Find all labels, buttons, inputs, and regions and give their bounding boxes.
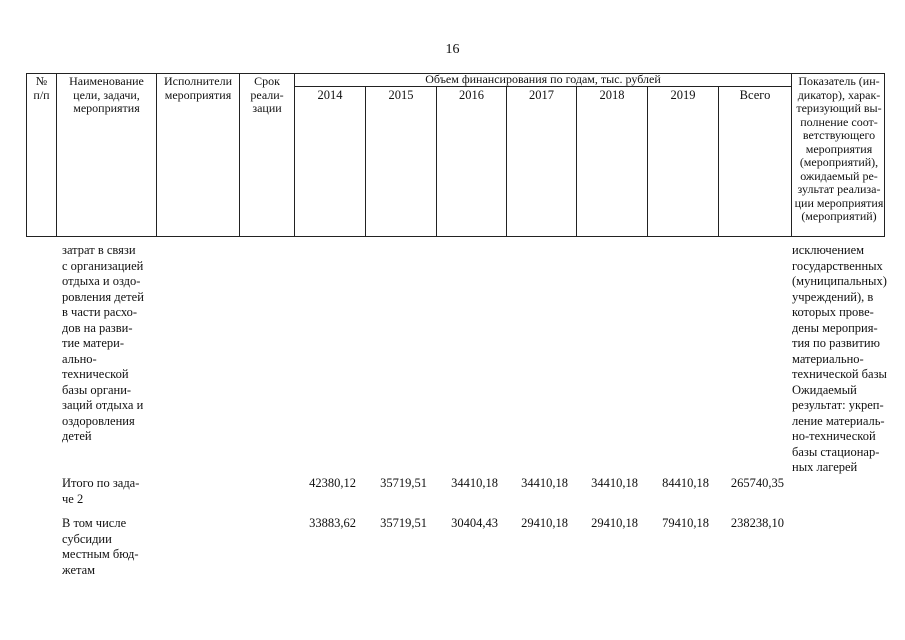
- column-divider: [647, 86, 648, 236]
- header-indicator-column: Показатель (ин- дикатор), харак- теризующий вы- полнение соот- ветствующего мероприятия (мероприятий), ожидаемый ре- зультат реализа- ции мероприятия (мероприятий): [794, 74, 884, 223]
- total-row-sum: 265740,35: [730, 476, 784, 490]
- subsidy-row-value: 79410,18: [662, 516, 709, 530]
- column-divider: [576, 86, 577, 236]
- header-financing-title: Объем финансирования по годам, тыс. рублей: [425, 72, 661, 86]
- column-divider: [506, 86, 507, 236]
- subsidy-row-label: В том числе субсидии местным бюд- жетам: [62, 516, 139, 577]
- total-row-value: 42380,12: [309, 476, 356, 490]
- header-term-column: Срок реали- зации: [250, 74, 284, 115]
- measure-indicator: исключением государственных (муниципальных) учреждений), в которых прове- дены мероприя- тия по развитию материально- технической базы Ожидаемый результат: укреп- ление материаль- но-технической базы стационар- ных лагерей: [792, 243, 887, 474]
- page-number: 16: [445, 42, 460, 57]
- header-total: Всего: [739, 88, 771, 102]
- header-year: 2015: [388, 88, 414, 102]
- total-row-value: 84410,18: [662, 476, 709, 490]
- header-number-column: № п/п: [33, 74, 50, 102]
- header-name-column: Наименование цели, задачи, мероприятия: [69, 74, 144, 115]
- header-year: 2016: [459, 88, 484, 102]
- column-divider: [436, 86, 437, 236]
- total-row-value: 34410,18: [591, 476, 638, 490]
- subsidy-row-value: 29410,18: [591, 516, 638, 530]
- subsidy-row-value: 33883,62: [309, 516, 356, 530]
- total-row-value: 34410,18: [521, 476, 568, 490]
- subsidy-row-value: 29410,18: [521, 516, 568, 530]
- total-row-value: 34410,18: [451, 476, 498, 490]
- table-header: [26, 73, 885, 237]
- header-executors-column: Исполнители мероприятия: [163, 74, 233, 102]
- column-divider: [365, 86, 366, 236]
- subsidy-row-value: 35719,51: [380, 516, 427, 530]
- header-year: 2017: [529, 88, 554, 102]
- total-row-label: Итого по зада- че 2: [62, 476, 140, 506]
- subsidy-row-value: 30404,43: [451, 516, 498, 530]
- header-year: 2014: [317, 88, 343, 102]
- header-year: 2018: [599, 88, 625, 102]
- column-divider: [718, 86, 719, 236]
- subsidy-row-sum: 238238,10: [730, 516, 784, 530]
- total-row-value: 35719,51: [380, 476, 427, 490]
- header-year: 2019: [670, 88, 696, 102]
- measure-name: затрат в связи с организацией отдыха и оздо- ровления детей в части расхо- дов на разви- тие матери- ально- технической базы органи- заций отдыха и оздоровления детей: [62, 243, 144, 443]
